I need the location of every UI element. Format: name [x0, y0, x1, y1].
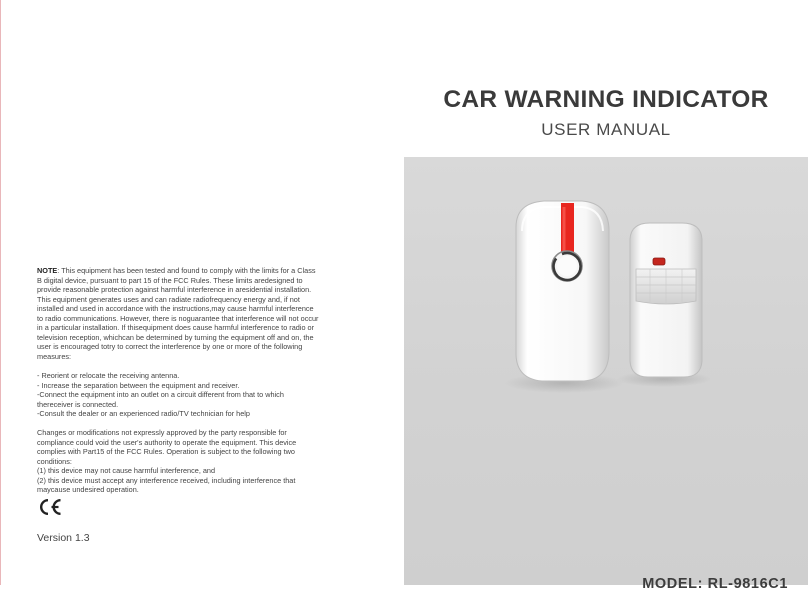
cover-title: CAR WARNING INDICATOR [443, 86, 769, 113]
measure-item: -Consult the dealer or an experienced radio/TV technician for help [37, 409, 250, 419]
indicator-device-icon [516, 201, 609, 381]
back-cover-page [0, 0, 404, 585]
model-number: MODEL: RL-9816C1 [642, 576, 788, 592]
version-label: Version 1.3 [37, 532, 90, 544]
measure-item: -Connect the equipment into an outlet on a circuit different from that to which thereceiver is connected. [37, 390, 284, 409]
fcc-paragraph-2: Changes or modifications not expressly approved by the party responsible for compliance could void the user's authority to operate the equipment. This device complies with Part15 of the FCC Rules. Operation is subject to the following two conditions: [37, 428, 297, 466]
note-label: NOTE [37, 266, 58, 275]
condition-item: (1) this device may not cause harmful interference, and [37, 466, 216, 476]
motion-sensor-device-icon [630, 223, 702, 377]
measure-item: - Increase the separation between the equipment and receiver. [37, 380, 240, 390]
cover-subtitle: USER MANUAL [541, 120, 671, 139]
measure-item: - Reorient or relocate the receiving antenna. [37, 370, 180, 380]
fcc-notice [37, 266, 319, 495]
front-cover-page [404, 0, 808, 592]
product-photo [404, 157, 808, 592]
condition-item: (2) this device must accept any interference received, including interference that maycause undesired operation. [37, 475, 296, 495]
ce-mark-icon [37, 497, 63, 517]
fcc-paragraph-1 [37, 266, 319, 361]
note-text: : This equipment has been tested and found to comply with the limits for a Class B digital device, pursuant to part 15 of the FCC Rules. These limits aredesigned to provide reasonable protection against harmful interference in aresidential installation. This equipment generates uses and can radiate radiofrequency energy and, if not installed and used in accordance with the instructions,may cause harmful interference to radio communications. However, there is noguarantee that interference will not occur in a particular installation. If thisequipment does cause harmful interference to radio or television reception, whichcan be determined by turning the equipment off and on, the user is encouraged totry to correct the interference by one or more of the following measures: [37, 266, 319, 361]
